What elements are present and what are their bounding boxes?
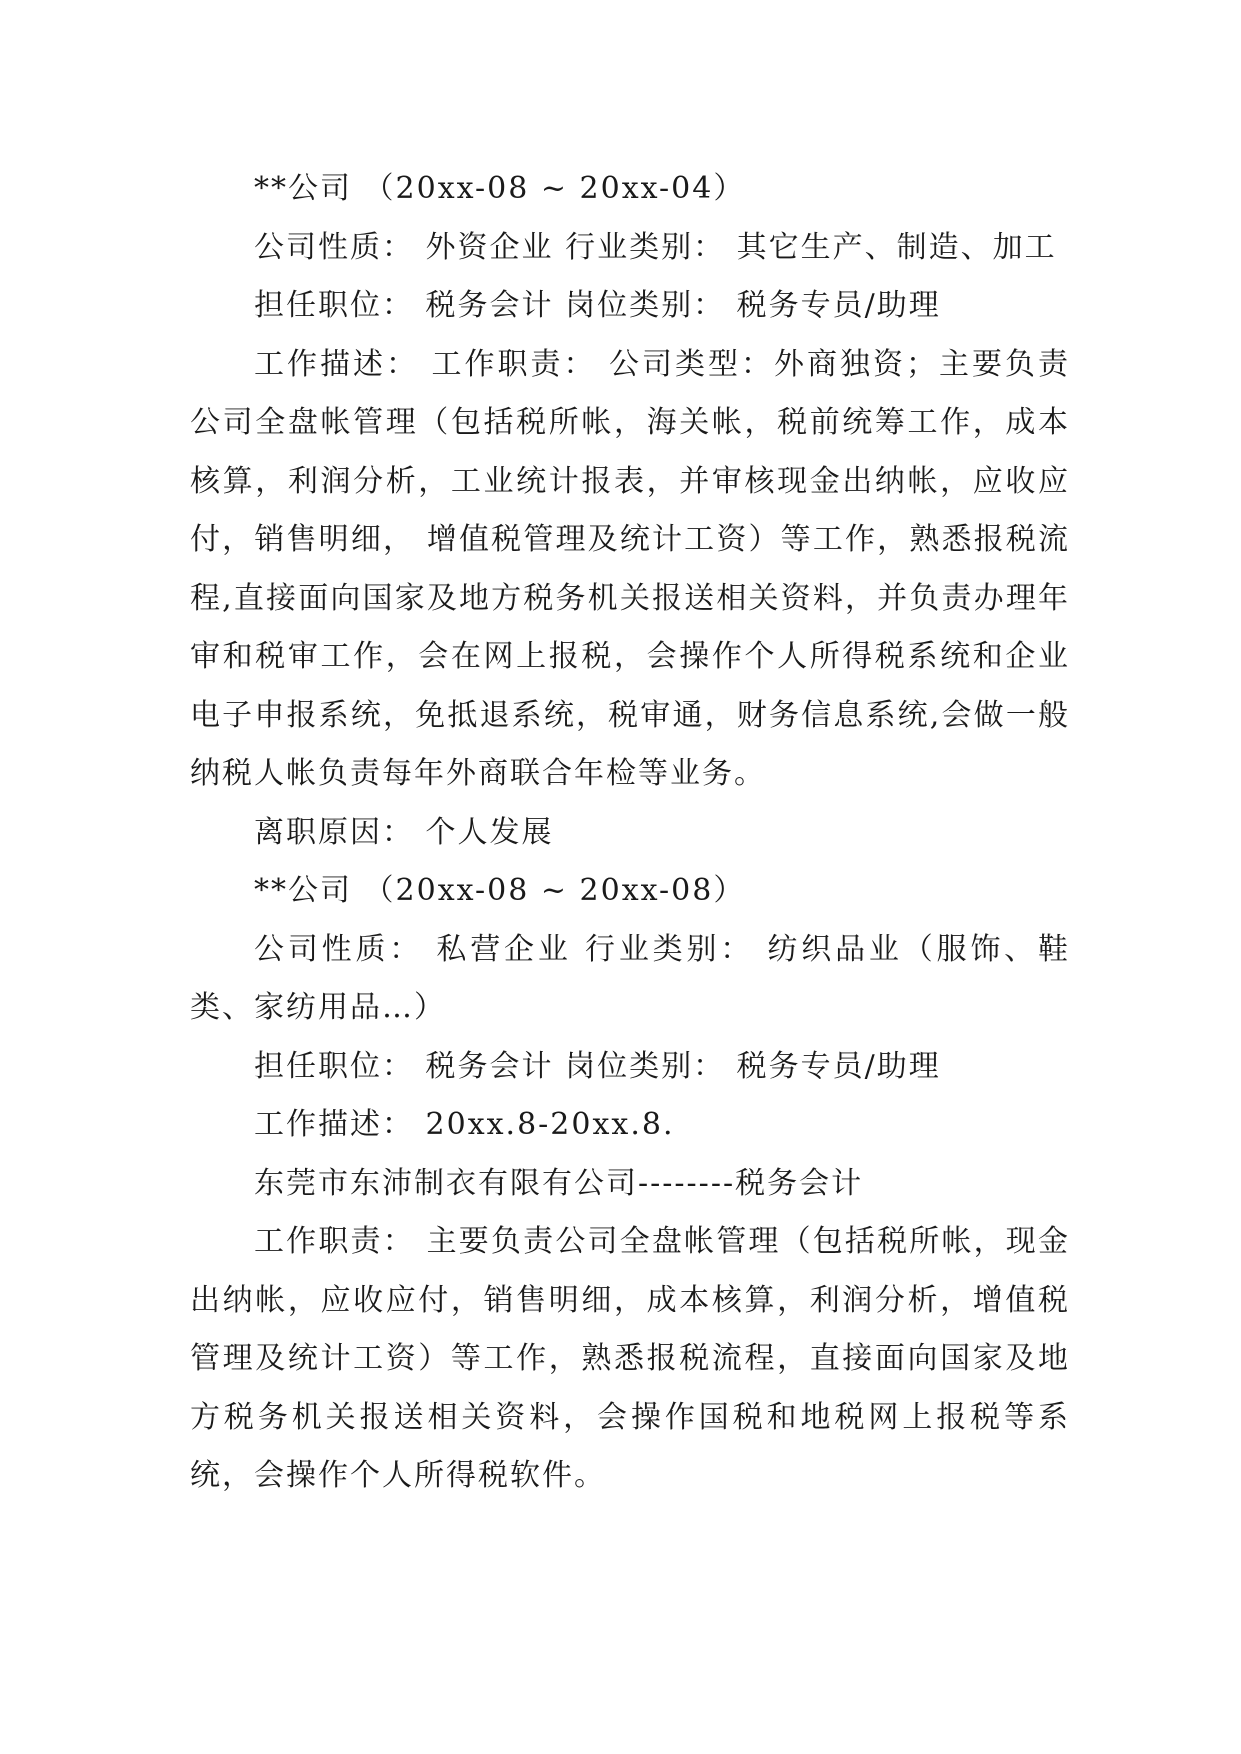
position-2: 担任职位： 税务会计 岗位类别： 税务专员/助理 — [254, 1048, 941, 1084]
job-duties-2: 工作职责： 主要负责公司全盘帐管理（包括税所帐，现金出纳帐，应收应付，销售明细，成本核算，利润分析，增值税管理及统计工资）等工作，熟悉报税流程，直接面向国家及地方税务机关报送相关资料，会操作国税和地税网上报税等系统，会操作个人所得税软件。 — [190, 1224, 1070, 1493]
document-body — [190, 160, 1070, 1506]
job-description-2: 工作描述： 20xx.8-20xx.8. — [254, 1107, 675, 1142]
company-heading-2: **公司 （20xx-08 ~ 20xx-08） — [254, 873, 746, 908]
employer-title: 东莞市东沛制衣有限有公司--------税务会计 — [254, 1165, 864, 1201]
job-description-1: 工作描述： 工作职责： 公司类型：外商独资；主要负责公司全盘帐管理（包括税所帐，海关帐，税前统筹工作，成本核算，利润分析，工业统计报表，并审核现金出纳帐，应收应付，销售明细， 增值税管理及统计工资）等工作，熟悉报税流程,直接面向国家及地方税务机关报送相关资料，并负责办理年审和税审工作，会在网上报税，会操作个人所得税系统和企业电子申报系统，免抵退系统，税审通，财务信息系统,会做一般纳税人帐负责每年外商联合年检等业务。 — [190, 346, 1070, 791]
company-nature-1: 公司性质： 外资企业 行业类别： 其它生产、制造、加工 — [254, 229, 1057, 265]
leaving-reason-1: 离职原因： 个人发展 — [254, 814, 554, 850]
company-nature-2: 公司性质： 私营企业 行业类别： 纺织品业（服饰、鞋类、家纺用品…） — [190, 931, 1070, 1025]
position-1: 担任职位： 税务会计 岗位类别： 税务专员/助理 — [254, 288, 941, 323]
company-heading-1: **公司 （20xx-08 ~ 20xx-04） — [254, 171, 746, 206]
